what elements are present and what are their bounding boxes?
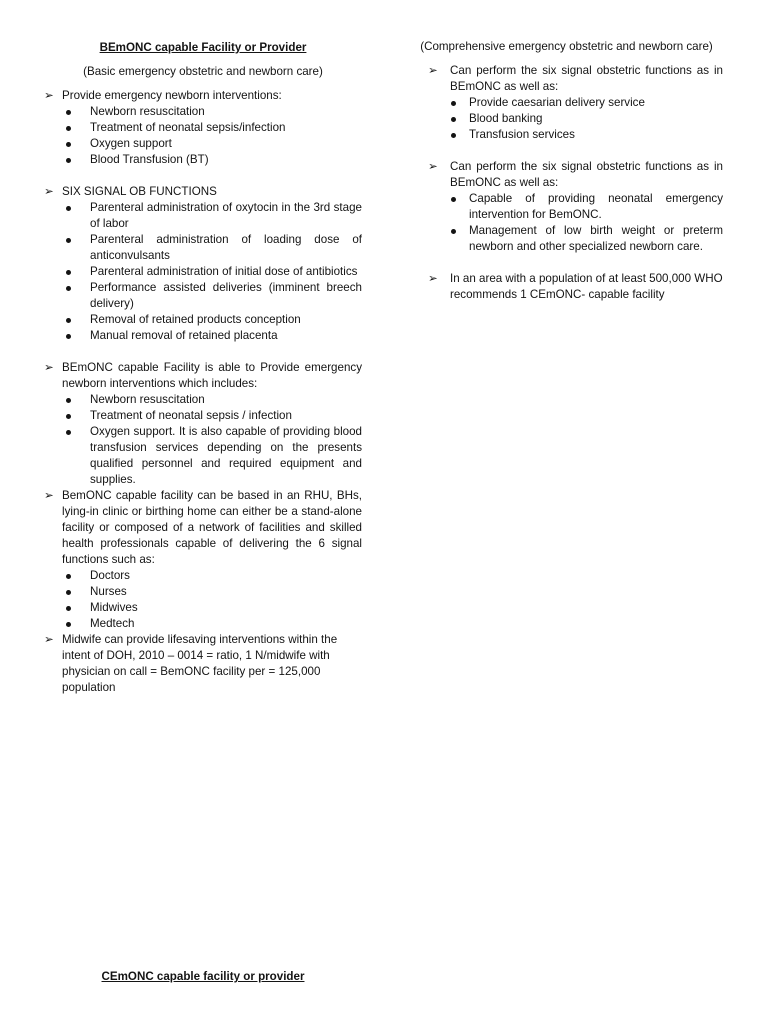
- section-text: BEmONC capable Facility is able to Provide emergency newborn interventions which includes:: [62, 361, 362, 390]
- section-text: SIX SIGNAL OB FUNCTIONS: [62, 185, 217, 198]
- bullet-icon: [66, 270, 71, 275]
- section-emergency-newborn: [44, 88, 362, 168]
- arrowhead-icon: ➢: [44, 361, 54, 374]
- arrowhead-icon: ➢: [428, 64, 438, 77]
- list-item: Management of low birth weight or preterm newborn and other specialized newborn care.: [410, 223, 723, 255]
- arrowhead-icon: ➢: [44, 185, 54, 198]
- bullet-icon: [66, 414, 71, 419]
- section-midwife: [44, 632, 362, 696]
- bullet-icon: [451, 197, 456, 202]
- list-item: Treatment of neonatal sepsis / infection: [44, 408, 362, 424]
- list-item: Oxygen support. It is also capable of providing blood transfusion services depending on the presents qualified personnel and required equipment and supplies.: [44, 424, 362, 488]
- list-item: Blood Transfusion (BT): [44, 152, 362, 168]
- section-cemonc-functions-1: [410, 63, 723, 143]
- list-item: Parenteral administration of loading dose of anticonvulsants: [44, 232, 362, 264]
- list-item: Midwives: [44, 600, 362, 616]
- list-item: Removal of retained products conception: [44, 312, 362, 328]
- cemonc-title: CEmONC capable facility or provider: [101, 970, 305, 983]
- bullet-icon: [66, 158, 71, 163]
- bullet-icon: [66, 286, 71, 291]
- list-item: Provide caesarian delivery service: [410, 95, 723, 111]
- arrowhead-icon: ➢: [44, 89, 54, 102]
- list-item: Manual removal of retained placenta: [44, 328, 362, 344]
- section-text: Can perform the six signal obstetric functions as in BEmONC as well as:: [450, 160, 723, 189]
- section-text: In an area with a population of at least 500,000 WHO recommends 1 CEmONC- capable facility: [450, 272, 723, 301]
- bullet-icon: [451, 133, 456, 138]
- section-bemonc-location: [44, 488, 362, 632]
- bullet-icon: [66, 318, 71, 323]
- section-text: Midwife can provide lifesaving interventions within the intent of DOH, 2010 – 0014 = ratio, 1 N/midwife with physician on call = BemONC facility per = 125,000 population: [62, 633, 338, 694]
- cemonc-subtitle: (Comprehensive emergency obstetric and newborn care): [420, 40, 713, 53]
- bullet-icon: [451, 229, 456, 234]
- section-who-recommendation: [410, 271, 723, 303]
- bullet-icon: [66, 430, 71, 435]
- list-item: Transfusion services: [410, 127, 723, 143]
- arrowhead-icon: ➢: [44, 633, 54, 646]
- bullet-icon: [66, 334, 71, 339]
- section-bemonc-facility: [44, 360, 362, 488]
- list-item: Newborn resuscitation: [44, 104, 362, 120]
- bullet-icon: [451, 101, 456, 106]
- arrowhead-icon: ➢: [44, 489, 54, 502]
- bullet-icon: [66, 206, 71, 211]
- bullet-icon: [66, 574, 71, 579]
- bullet-icon: [66, 238, 71, 243]
- list-item: Performance assisted deliveries (imminent breech delivery): [44, 280, 362, 312]
- left-column: [44, 0, 362, 696]
- bullet-icon: [66, 590, 71, 595]
- list-item: Blood banking: [410, 111, 723, 127]
- list-item: Parenteral administration of initial dose of antibiotics: [44, 264, 362, 280]
- list-item: Parenteral administration of oxytocin in the 3rd stage of labor: [44, 200, 362, 232]
- arrowhead-icon: ➢: [428, 272, 438, 285]
- section-text: Can perform the six signal obstetric functions as in BEmONC as well as:: [450, 64, 723, 93]
- bullet-icon: [66, 398, 71, 403]
- bullet-icon: [66, 142, 71, 147]
- bullet-icon: [66, 622, 71, 627]
- section-text: Provide emergency newborn interventions:: [62, 89, 282, 102]
- page-title: BEmONC capable Facility or Provider: [99, 41, 307, 54]
- list-item: Oxygen support: [44, 136, 362, 152]
- bullet-icon: [66, 110, 71, 115]
- list-item: Nurses: [44, 584, 362, 600]
- bullet-icon: [66, 126, 71, 131]
- section-cemonc-functions-2: [410, 159, 723, 255]
- list-item: Doctors: [44, 568, 362, 584]
- list-item: Treatment of neonatal sepsis/infection: [44, 120, 362, 136]
- section-six-signal: [44, 184, 362, 344]
- list-item: Newborn resuscitation: [44, 392, 362, 408]
- section-text: BemONC capable facility can be based in an RHU, BHs, lying-in clinic or birthing home can either be a stand-alone facility or composed of a network of facilities and skilled health professionals capable of delivering the 6 signal functions such as:: [62, 489, 362, 566]
- bemonc-subtitle: (Basic emergency obstetric and newborn care): [83, 65, 323, 78]
- list-item: Capable of providing neonatal emergency intervention for BemONC.: [410, 191, 723, 223]
- bullet-icon: [451, 117, 456, 122]
- list-item: Medtech: [44, 616, 362, 632]
- bullet-icon: [66, 606, 71, 611]
- arrowhead-icon: ➢: [428, 160, 438, 173]
- right-column: [410, 0, 723, 303]
